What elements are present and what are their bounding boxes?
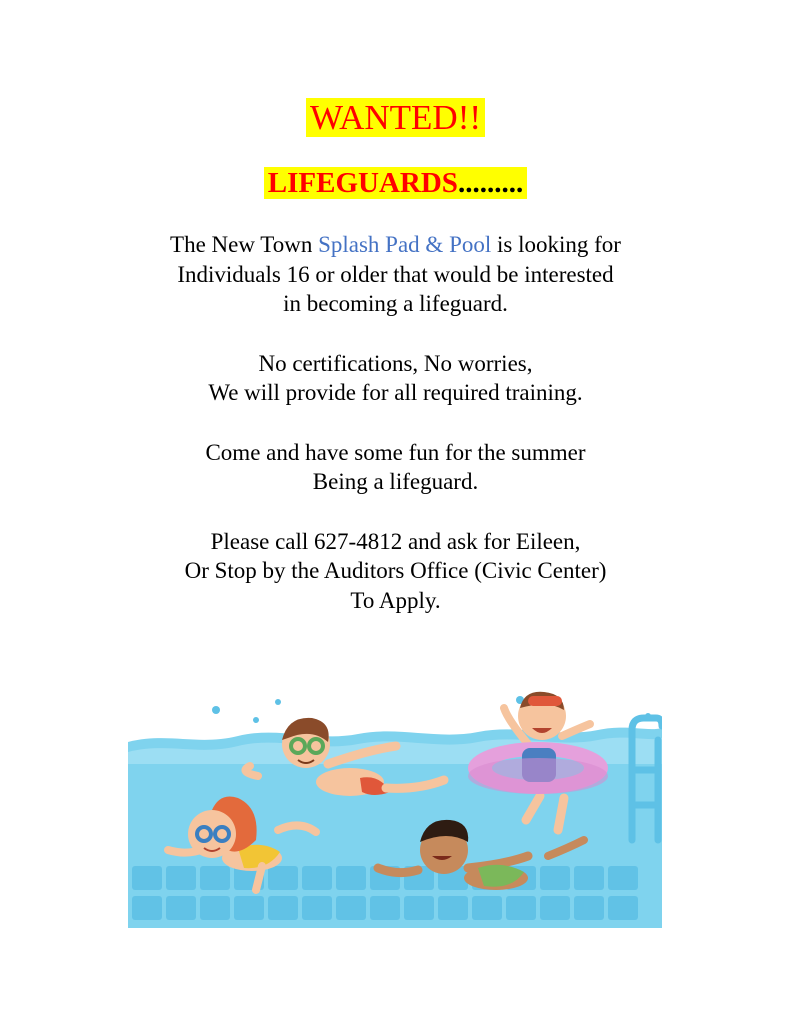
contact-paragraph [0,527,791,616]
headline-lifeguards [0,164,791,202]
intro-line-3: in becoming a lifeguard. [283,291,508,316]
splash-pad-pool-name: Splash Pad & Pool [318,232,492,257]
contact-line-3: To Apply. [350,587,441,613]
intro-line-1 [0,230,791,260]
flyer-body [0,230,791,645]
contact-line-1: Please call 627-4812 and ask for Eileen, [210,528,581,554]
training-line-1: No certifications, No worries, [258,350,533,376]
lifeguards-dots: ......... [457,167,524,199]
training-line-2: We will provide for all required training. [208,380,583,405]
intro-prefix: The New Town [170,232,319,257]
fun-line-2: Being a lifeguard. [312,469,479,494]
intro-suffix: is looking for [491,232,621,257]
intro-line-2: Individuals 16 or older that would be interested [177,261,614,287]
kids-swimming-illustration [128,680,662,928]
headline-wanted-text: WANTED!! [306,98,485,137]
headline-lifeguards-highlight [264,167,527,199]
fun-paragraph [0,438,791,497]
lifeguards-word: LIFEGUARDS [267,167,458,199]
training-paragraph [0,349,791,408]
headline-wanted [0,96,791,140]
water-splash-drops [212,696,651,723]
fun-line-1: Come and have some fun for the summer [205,439,586,465]
contact-line-2: Or Stop by the Auditors Office (Civic Center) [184,558,607,583]
intro-paragraph [0,230,791,319]
